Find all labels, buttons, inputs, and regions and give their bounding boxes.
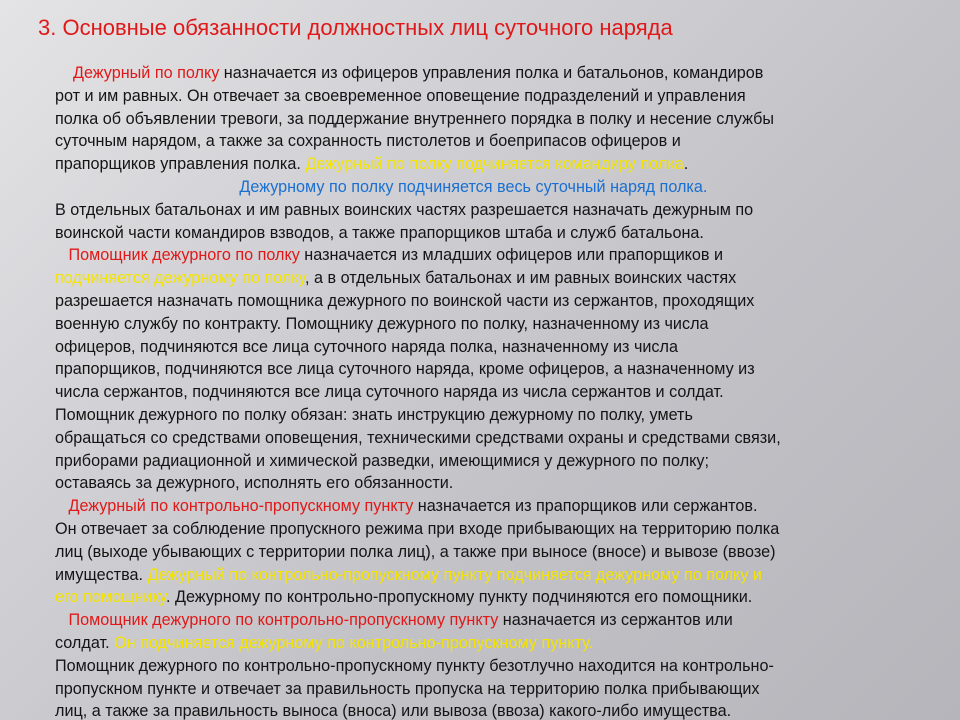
body-line	[55, 655, 935, 678]
body-text: Помощник дежурного по контрольно-пропускному пункту безотлучно находится на контрольно-	[55, 656, 774, 675]
body-text: лиц (выходе убывающих с территории полка лиц), а также при выносе (вносе) и вывозе (ввозе)	[55, 542, 776, 561]
subordination-note: Дежурному по полку подчиняется весь суточный наряд полка.	[239, 177, 708, 196]
body-line	[55, 222, 935, 245]
body-text: назначается из офицеров управления полка и батальонов, командиров	[219, 64, 764, 82]
body-line	[55, 564, 935, 587]
subordination-highlight: Дежурный по полку подчиняется командиру полка	[305, 155, 684, 174]
body-text	[55, 497, 69, 515]
body-line	[55, 632, 935, 655]
body-text: прапорщиков, подчиняются все лица суточного наряда, кроме офицеров, а назначенному из	[55, 360, 755, 379]
body-text: прапорщиков управления полка.	[55, 155, 306, 174]
body-line	[55, 450, 935, 473]
body-text	[55, 64, 73, 82]
duty-officer-term: Помощник дежурного по контрольно-пропускному пункту	[68, 611, 499, 630]
body-line	[55, 678, 935, 701]
body-line	[55, 336, 935, 359]
body-text	[55, 246, 69, 264]
body-line	[55, 518, 935, 541]
body-text: числа сержантов, подчиняются все лица суточного наряда из числа сержантов и солдат.	[55, 383, 724, 402]
body-text: рот и им равных. Он отвечает за своевременное оповещение подразделений и управления	[55, 86, 746, 105]
body-text: В отдельных батальонах и им равных воинских частях разрешается назначать дежурным по	[55, 200, 754, 219]
body-line	[55, 313, 935, 336]
body-text: .	[683, 155, 689, 174]
body-line	[55, 358, 935, 381]
body-text	[55, 178, 239, 196]
body-line	[55, 62, 935, 85]
body-text: имущества.	[55, 565, 148, 584]
body-line	[55, 700, 935, 720]
body-line	[55, 404, 935, 427]
slide-body	[55, 62, 935, 720]
body-text: обращаться со средствами оповещения, техническими средствами охраны и средствами связи,	[55, 428, 781, 447]
body-line	[55, 130, 935, 153]
subordination-highlight: Он подчиняется дежурному по контрольно-пропускному пункту.	[114, 633, 594, 652]
slide-title: 3. Основные обязанности должностных лиц суточного наряда	[38, 15, 673, 40]
subordination-highlight: подчиняется дежурному по полку	[55, 269, 305, 288]
body-text: назначается из прапорщиков или сержантов.	[413, 497, 758, 516]
duty-officer-term: Дежурный по контрольно-пропускному пункту	[68, 497, 414, 516]
body-text: лиц, а также за правильность выноса (вноса) или вывоза (ввоза) какого-либо имущества.	[55, 702, 732, 720]
body-text: Он отвечает за соблюдение пропускного режима при входе прибывающих на территорию полка	[55, 519, 780, 538]
body-line	[55, 108, 935, 131]
duty-officer-term: Дежурный по полку	[73, 64, 220, 82]
body-line	[55, 472, 935, 495]
body-text: военную службу по контракту. Помощнику дежурного по полку, назначенному из числа	[55, 314, 709, 333]
body-line	[55, 85, 935, 108]
body-text	[55, 611, 69, 629]
subordination-highlight: Дежурный по контрольно-пропускному пункту подчиняется дежурному по полку и	[147, 565, 762, 584]
body-text: пропускном пункте и отвечает за правильность пропуска на территорию полка прибывающих	[55, 679, 760, 698]
body-text: оставаясь за дежурного, исполнять его обязанности.	[55, 474, 454, 493]
body-text: разрешается назначать помощника дежурного по воинской части из сержантов, проходящих	[55, 291, 755, 310]
body-line	[55, 199, 935, 222]
body-text: суточным нарядом, а также за сохранность пистолетов и боеприпасов офицеров и	[55, 132, 681, 151]
body-text: приборами радиационной и химической разведки, имеющимися у дежурного по полку;	[55, 451, 710, 470]
body-line	[55, 381, 935, 404]
duty-officer-term: Помощник дежурного по полку	[68, 246, 300, 265]
body-text: , а в отдельных батальонах и им равных воинских частях	[305, 269, 737, 288]
body-line	[55, 267, 935, 290]
body-text: назначается из младших офицеров или прапорщиков и	[299, 246, 724, 265]
body-line	[55, 541, 935, 564]
body-line	[55, 586, 935, 609]
body-text: воинской части командиров взводов, а также прапорщиков штаба и служб батальона.	[55, 223, 704, 242]
subordination-highlight: его помощнику	[55, 588, 166, 607]
body-line	[55, 244, 935, 267]
body-line	[55, 427, 935, 450]
body-text: офицеров, подчиняются все лица суточного наряда полка, назначенному из числа	[55, 337, 678, 356]
body-text: полка об объявлении тревоги, за поддержание внутреннего порядка в полку и несение службы	[55, 109, 775, 128]
body-line	[55, 153, 935, 176]
body-line	[55, 495, 935, 518]
body-text: назначается из сержантов или	[498, 611, 733, 630]
body-text: . Дежурному по контрольно-пропускному пункту подчиняются его помощники.	[166, 588, 753, 607]
body-line	[55, 290, 935, 313]
body-line	[55, 176, 935, 199]
body-text: Помощник дежурного по полку обязан: знать инструкцию дежурному по полку, уметь	[55, 405, 693, 424]
body-line	[55, 609, 935, 632]
body-text: солдат.	[55, 633, 115, 652]
